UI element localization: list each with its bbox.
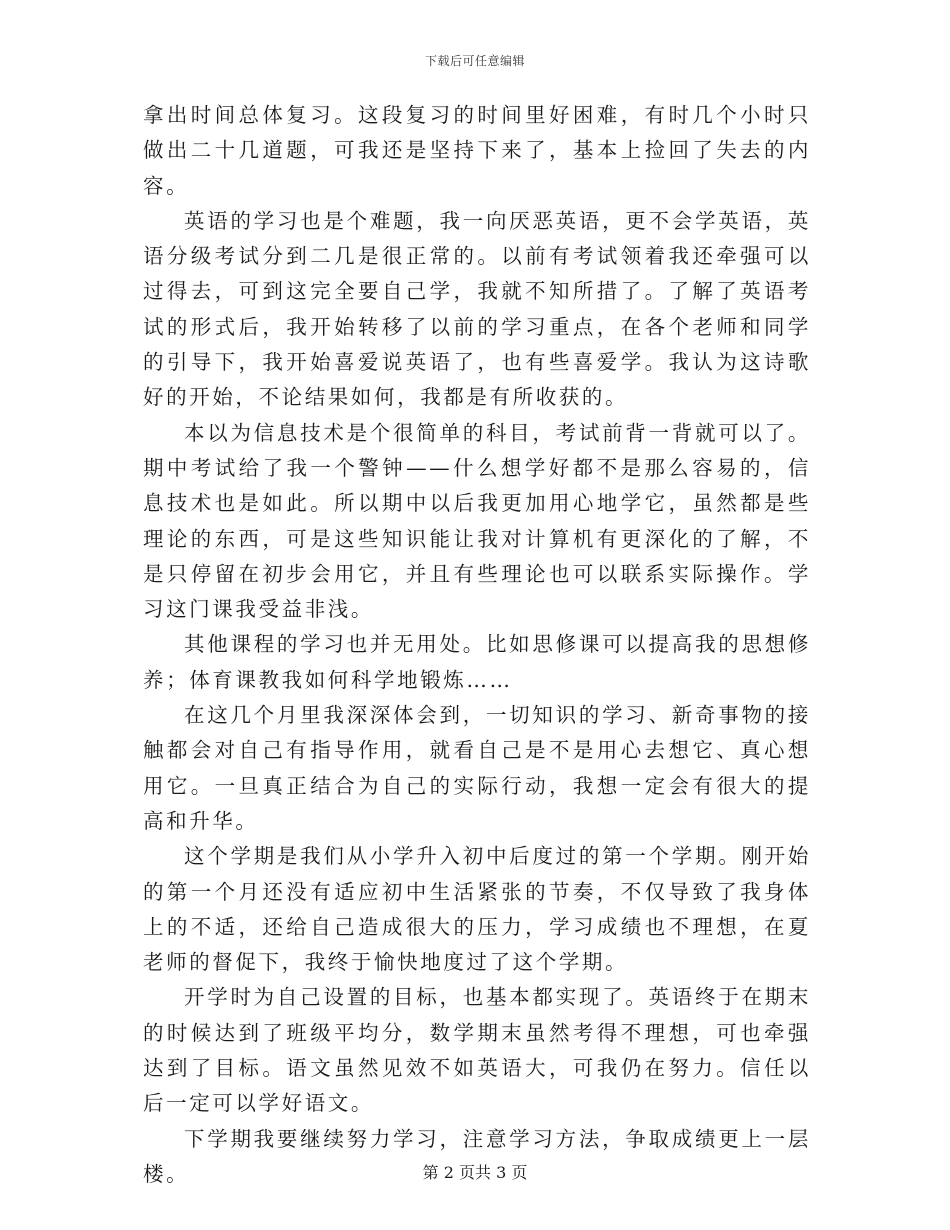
paragraph-reflection: 在这几个月里我深深体会到，一切知识的学习、新奇事物的接触都会对自己有指导作用，就看自己是不是用心去想它、真心想用它。一旦真正结合为自己的实际行动，我想一定会有很大的提高和升华。 xyxy=(143,703,811,833)
download-note: 下载后可任意编辑 xyxy=(424,54,525,68)
paragraph-first-semester: 这个学期是我们从小学升入初中后度过的第一个学期。刚开始的第一个月还没有适应初中生活紧张的节奏，不仅导致了我身体上的不适，还给自己造成很大的压力，学习成绩也不理想，在夏老师的督促下，我终于愉快地度过了这个学期。 xyxy=(143,844,811,975)
paragraph-continuation: 拿出时间总体复习。这段复习的时间里好困难，有时几个小时只做出二十几道题，可我还是坚持下来了，基本上捡回了失去的内容。 xyxy=(143,103,811,198)
document-body xyxy=(143,98,811,1192)
paragraph-next-semester: 下学期我要继续努力学习，注意学习方法，争取成绩更上一层楼。 xyxy=(143,1126,811,1186)
paragraph-goals: 开学时为自己设置的目标，也基本都实现了。英语终于在期末的时候达到了班级平均分，数学期末虽然考得不理想，可也牵强达到了目标。语文虽然见效不如英语大，可我仍在努力。信任以后一定可以学好语文。 xyxy=(143,985,811,1116)
paragraph-other-courses: 其他课程的学习也并无用处。比如思修课可以提高我的思想修养；体育课教我如何科学地锻炼…… xyxy=(143,632,811,692)
paragraph-information-technology: 本以为信息技术是个很简单的科目，考试前背一背就可以了。期中考试给了我一个警钟——什么想学好都不是那么容易的，信息技术也是如此。所以期中以后我更加用心地学它，虽然都是些理论的东西，可是这些知识能让我对计算机有更深化的了解，不是只停留在初步会用它，并且有些理论也可以联系实际操作。学习这门课我受益非浅。 xyxy=(143,420,811,622)
paragraph-english-study: 英语的学习也是个难题，我一向厌恶英语，更不会学英语，英语分级考试分到二几是很正常的。以前有考试领着我还牵强可以过得去，可到这完全要自己学，我就不知所措了。了解了英语考试的形式后，我开始转移了以前的学习重点，在各个老师和同学的引导下，我开始喜爱说英语了，也有些喜爱学。我认为这诗歌好的开始，不论结果如何，我都是有所收获的。 xyxy=(143,208,811,410)
page-number: 第 2 页共 3 页 xyxy=(422,1163,528,1182)
